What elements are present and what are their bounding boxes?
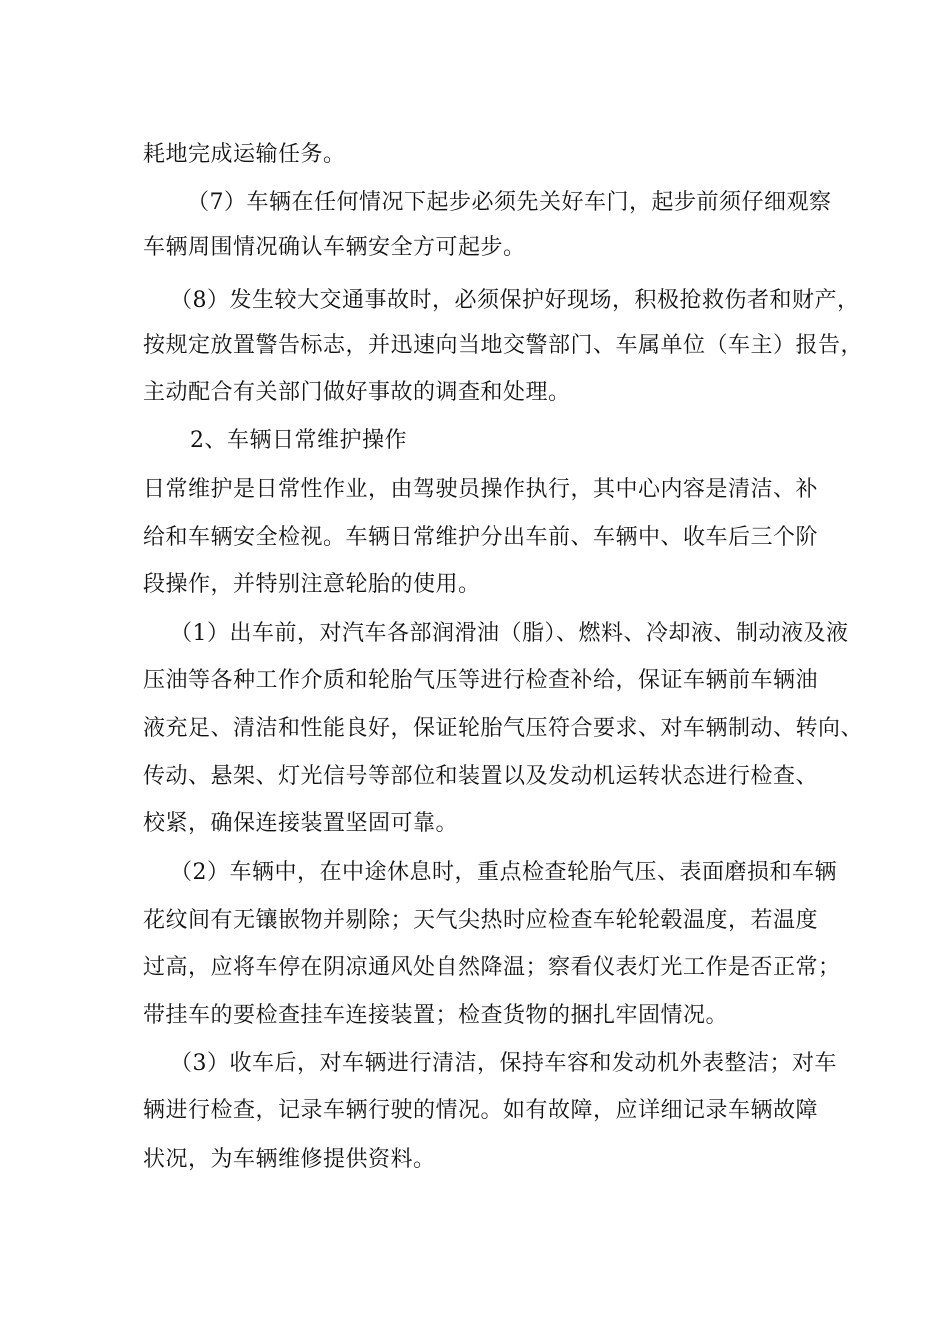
- text-line: 辆进行检查，记录车辆行驶的情况。如有故障，应详细记录车辆故障: [143, 1098, 819, 1123]
- text-line: 按规定放置警告标志，并迅速向当地交警部门、车属单位（车主）报告，: [143, 333, 864, 358]
- text-line: 带挂车的要检查挂车连接装置；检查货物的捆扎牢固情况。: [143, 1003, 729, 1028]
- text-line: （3）收车后，对车辆进行清洁，保持车容和发动机外表整洁；对车: [170, 1051, 837, 1076]
- text-line: 液充足、清洁和性能良好，保证轮胎气压符合要求、对车辆制动、转向、: [143, 716, 864, 741]
- text-line: 耗地完成运输任务。: [143, 142, 346, 167]
- text-line: （7）车辆在任何情况下起步必须先关好车门，起步前须仔细观察: [187, 190, 832, 215]
- text-line: （1）出车前，对汽车各部润滑油（脂）、燃料、冷却液、制动液及液: [170, 621, 849, 646]
- section-heading: 2、车辆日常维护操作: [190, 428, 407, 453]
- text-line: 给和车辆安全检视。车辆日常维护分出车前、车辆中、收车后三个阶: [143, 525, 819, 550]
- text-line: （8）发生较大交通事故时，必须保护好现场，积极抢救伤者和财产，: [170, 288, 860, 313]
- text-line: （2）车辆中，在中途休息时，重点检查轮胎气压、表面磨损和车辆: [170, 860, 837, 885]
- text-line: 校紧，确保连接装置坚固可靠。: [143, 811, 459, 836]
- text-line: 日常维护是日常性作业，由驾驶员操作执行，其中心内容是清洁、补: [143, 477, 819, 502]
- text-line: 主动配合有关部门做好事故的调查和处理。: [143, 380, 571, 405]
- text-line: 车辆周围情况确认车辆安全方可起步。: [143, 235, 526, 260]
- text-line: 状况，为车辆维修提供资料。: [143, 1147, 436, 1172]
- text-line: 段操作，并特别注意轮胎的使用。: [143, 572, 481, 597]
- text-line: 压油等各种工作介质和轮胎气压等进行检查补给，保证车辆前车辆油: [143, 668, 819, 693]
- text-line: 过高，应将车停在阴凉通风处自然降温；察看仪表灯光工作是否正常；: [143, 955, 841, 980]
- text-line: 花纹间有无镶嵌物并剔除；天气尖热时应检查车轮轮毂温度，若温度: [143, 908, 819, 933]
- text-line: 传动、悬架、灯光信号等部位和装置以及发动机运转状态进行检查、: [143, 764, 819, 789]
